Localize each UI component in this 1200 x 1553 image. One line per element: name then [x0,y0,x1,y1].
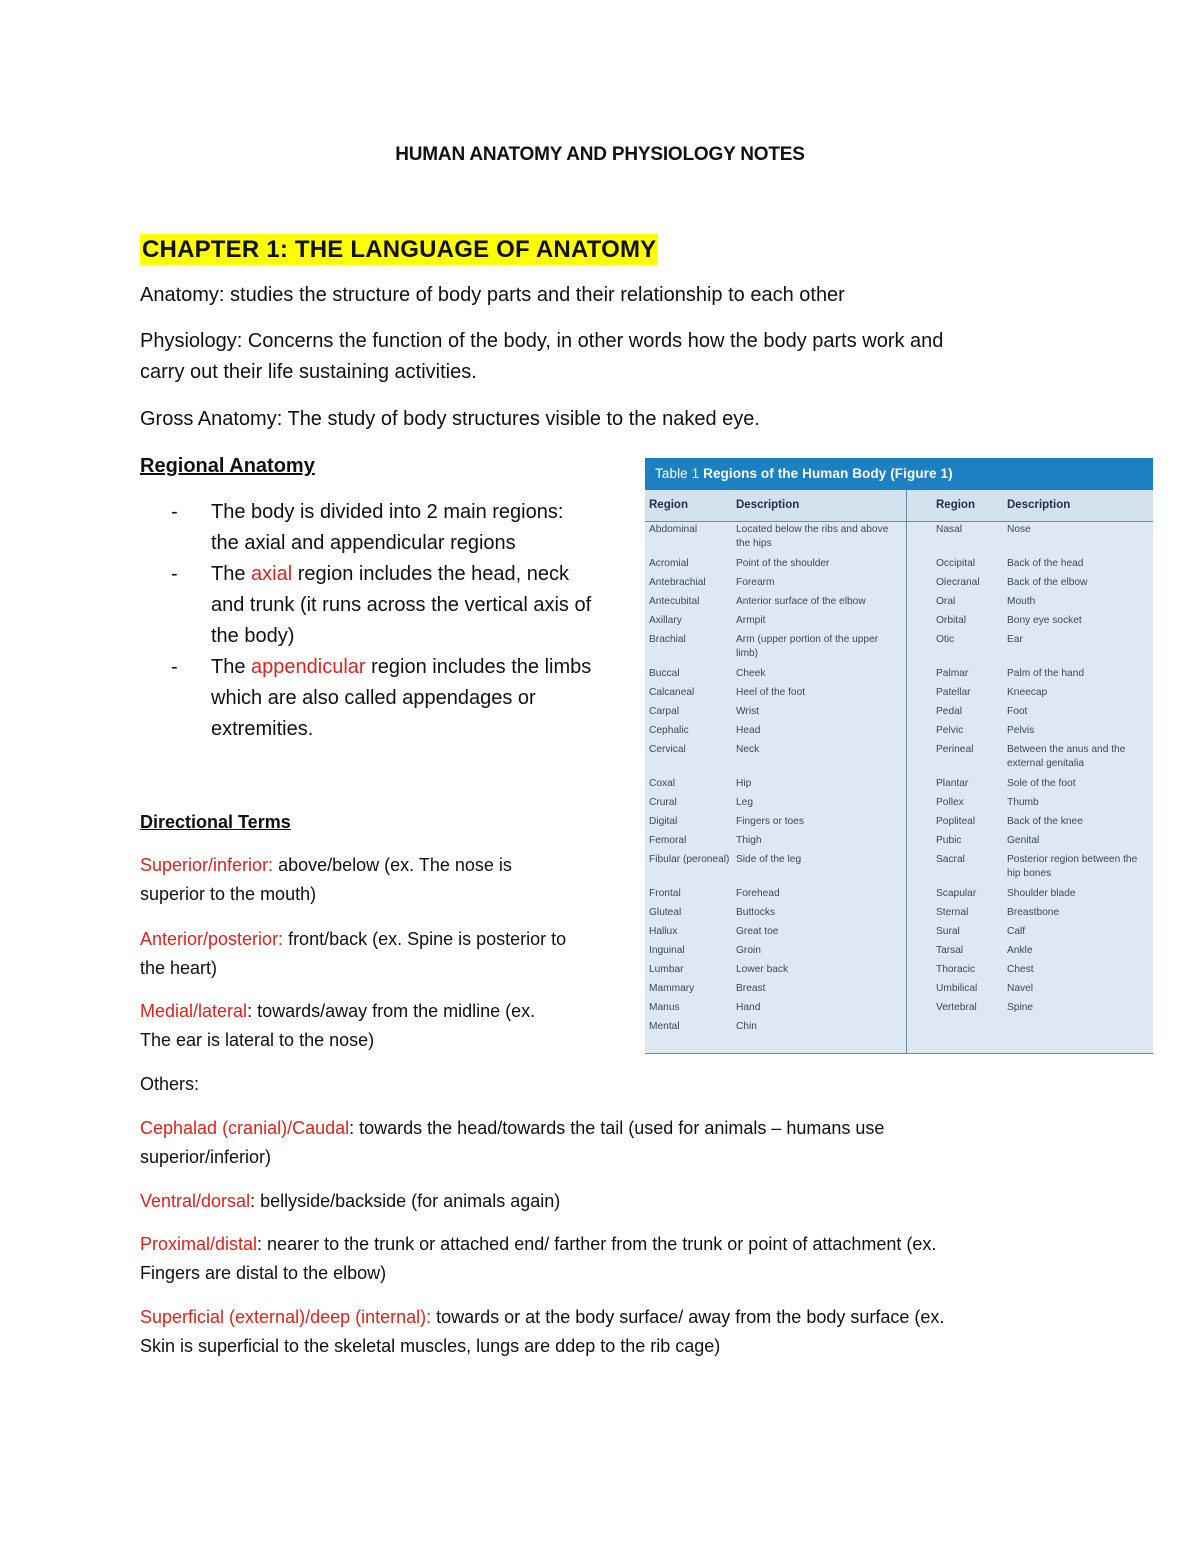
description-cell: Hip [736,778,752,789]
description-cell: Groin [736,945,761,956]
description-cell: Great toe [736,926,779,937]
region-cell: Umbilical [936,983,978,994]
medial-lateral-term: Medial/lateral: towards/away from the midline (ex. The ear is lateral to the nose) [140,1001,536,1050]
header-description: Description [1007,499,1071,511]
physiology-line-2: carry out their life sustaining activities. [140,361,477,383]
description-cell: Chin [736,1021,757,1032]
description-cell: Kneecap [1007,687,1048,698]
region-cell: Occipital [936,558,976,569]
region-cell: Cephalic [649,725,689,736]
description-cell: Chest [1007,964,1034,975]
region-cell: Inguinal [649,945,685,956]
bullet-line: the axial and appendicular regions [211,532,516,554]
region-cell: Femoral [649,835,687,846]
region-cell: Pubic [936,835,962,846]
description-cell: Back of the head [1007,558,1084,569]
description-cell: Thigh [736,835,762,846]
description-cell: Ankle [1007,945,1033,956]
region-cell: Frontal [649,888,681,899]
bullet-line: the body) [211,625,295,647]
header-region: Region [649,499,688,511]
bullet-line: The axial region includes the head, neck [211,563,570,585]
description-cell: Buttocks [736,907,776,918]
others-label: Others: [140,1074,200,1094]
table-caption: Table 1 Regions of the Human Body (Figure 1) [645,458,1153,490]
bullet-line: extremities. [211,718,314,740]
region-cell: Acromial [649,558,689,569]
table-bottom-rule [645,1053,1153,1054]
regions-table [645,458,1153,1054]
ventral-dorsal-term: Ventral/dorsal: bellyside/backside (for animals again) [140,1191,561,1211]
description-cell: Between the anus and the external genitalia [1007,744,1126,769]
document-title: HUMAN ANATOMY AND PHYSIOLOGY NOTES [395,144,805,165]
region-cell: Sural [936,926,960,937]
column-divider [906,490,907,1054]
list-item [140,652,640,745]
dash-bullet: - [171,563,178,585]
region-cell: Sacral [936,854,965,865]
region-cell: Thoracic [936,964,976,975]
anterior-posterior-term: Anterior/posterior: front/back (ex. Spine is posterior to the heart) [140,929,567,978]
region-cell: Cervical [649,744,686,755]
region-cell: Fibular (peroneal) [649,854,730,865]
region-cell: Pollex [936,797,964,808]
superficial-deep-term: Superficial (external)/deep (internal): towards or at the body surface/ away from the body surface (ex. Skin is superficial to the skeletal muscles, lungs are ddep to the rib cage) [140,1307,945,1356]
region-cell: Abdominal [649,524,698,535]
region-cell: Axillary [649,615,682,626]
region-cell: Antecubital [649,596,700,607]
description-cell: Sole of the foot [1007,778,1076,789]
description-cell: Back of the knee [1007,816,1083,827]
bullet-line: which are also called appendages or [211,687,536,709]
cephalad-caudal-term: Cephalad (cranial)/Caudal: towards the head/towards the tail (used for animals – humans use superior/inferior) [140,1118,885,1167]
chapter-heading: CHAPTER 1: THE LANGUAGE OF ANATOMY [142,236,657,263]
region-cell: Brachial [649,634,686,645]
superior-inferior-term: Superior/inferior: above/below (ex. The nose is superior to the mouth) [140,855,512,904]
region-cell: Carpal [649,706,680,717]
region-cell: Oral [936,596,956,607]
description-cell: Head [736,725,761,736]
bullet-line: The body is divided into 2 main regions: [211,501,564,523]
regional-anatomy-list [140,497,640,745]
region-cell: Hallux [649,926,678,937]
table-header-row [645,490,1153,522]
description-cell: Forearm [736,577,775,588]
list-item [140,559,640,652]
region-cell: Palmar [936,668,969,679]
description-cell: Shoulder blade [1007,888,1076,899]
description-cell: Heel of the foot [736,687,806,698]
region-cell: Sternal [936,907,969,918]
region-cell: Buccal [649,668,680,679]
description-cell: Breastbone [1007,907,1060,918]
description-cell: Posterior region between the hip bones [1007,854,1138,879]
description-cell: Genital [1007,835,1040,846]
description-cell: Neck [736,744,760,755]
description-cell: Wrist [736,706,760,717]
description-cell: Spine [1007,1002,1034,1013]
region-cell: Scapular [936,888,977,899]
region-cell: Calcaneal [649,687,695,698]
description-cell: Forehead [736,888,780,899]
region-cell: Patellar [936,687,971,698]
region-cell: Digital [649,816,678,827]
header-region: Region [936,499,975,511]
list-item [140,497,640,559]
region-cell: Manus [649,1002,680,1013]
header-description: Description [736,499,800,511]
region-cell: Crural [649,797,677,808]
region-cell: Popliteal [936,816,976,827]
proximal-distal-term: Proximal/distal: nearer to the trunk or attached end/ farther from the trunk or point of attachment (ex. Fingers are distal to the elbow) [140,1234,937,1283]
gross-anatomy-definition: Gross Anatomy: The study of body structures visible to the naked eye. [140,408,760,430]
description-cell: Thumb [1007,797,1039,808]
region-cell: Nasal [936,524,963,535]
description-cell: Armpit [736,615,766,626]
region-cell: Perineal [936,744,974,755]
description-cell: Palm of the hand [1007,668,1085,679]
region-cell: Plantar [936,778,969,789]
appendicular-term: appendicular [251,656,366,678]
description-cell: Ear [1007,634,1023,645]
description-cell: Leg [736,797,753,808]
region-cell: Mammary [649,983,695,994]
bullet-line: and trunk (it runs across the vertical axis of [211,594,592,616]
physiology-line-1: Physiology: Concerns the function of the body, in other words how the body parts work and [140,330,944,352]
description-cell: Pelvis [1007,725,1035,736]
dash-bullet: - [171,501,178,523]
region-cell: Vertebral [936,1002,977,1013]
description-cell: Cheek [736,668,766,679]
description-cell: Bony eye socket [1007,615,1082,626]
region-cell: Orbital [936,615,967,626]
physiology-definition [140,326,943,388]
description-cell: Side of the leg [736,854,802,865]
region-cell: Gluteal [649,907,682,918]
description-cell: Fingers or toes [736,816,804,827]
description-cell: Anterior surface of the elbow [736,596,866,607]
region-cell: Antebrachial [649,577,706,588]
region-cell: Pedal [936,706,963,717]
region-cell: Lumbar [649,964,684,975]
anatomy-definition: Anatomy: studies the structure of body parts and their relationship to each other [140,284,845,306]
region-cell: Tarsal [936,945,964,956]
region-cell: Pelvic [936,725,964,736]
directional-terms-heading: Directional Terms [140,812,291,832]
description-cell: Lower back [736,964,789,975]
region-cell: Mental [649,1021,680,1032]
region-cell: Olecranal [936,577,980,588]
axial-term: axial [251,563,293,585]
description-cell: Navel [1007,983,1034,994]
description-cell: Mouth [1007,596,1036,607]
description-cell: Arm (upper portion of the upper limb) [736,634,879,659]
region-cell: Otic [936,634,955,645]
description-cell: Point of the shoulder [736,558,830,569]
description-cell: Located below the ribs and above the hips [736,524,889,549]
description-cell: Breast [736,983,766,994]
description-cell: Hand [736,1002,761,1013]
regional-anatomy-heading: Regional Anatomy [140,455,315,477]
bullet-line: The appendicular region includes the limbs [211,656,592,678]
description-cell: Nose [1007,524,1031,535]
description-cell: Foot [1007,706,1028,717]
description-cell: Back of the elbow [1007,577,1088,588]
region-cell: Coxal [649,778,676,789]
description-cell: Calf [1007,926,1026,937]
dash-bullet: - [171,656,178,678]
